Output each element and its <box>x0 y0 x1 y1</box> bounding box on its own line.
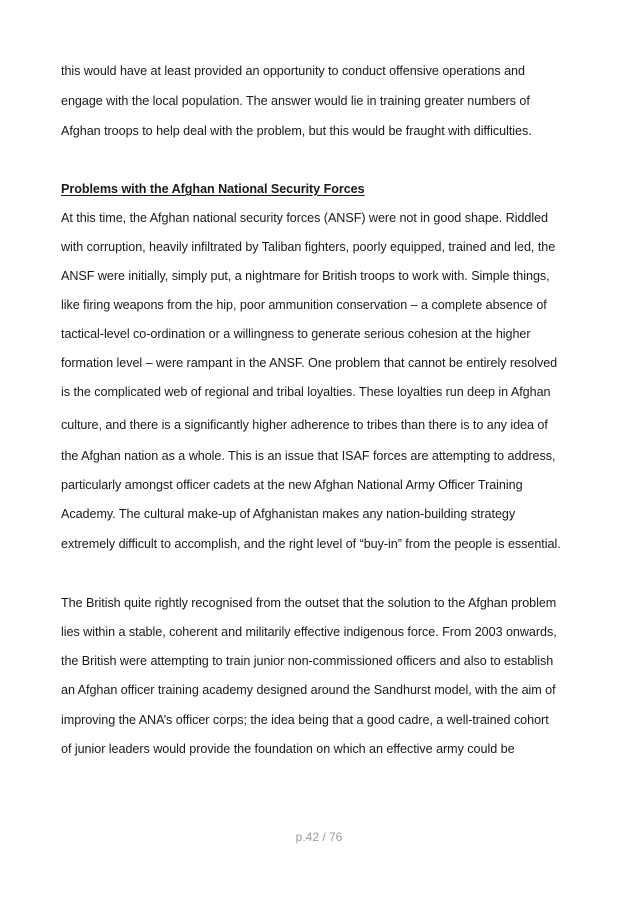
text-line: tactical-level co-ordination or a willingness to generate serious cohesion at the higher <box>61 327 531 341</box>
text-line: like firing weapons from the hip, poor ammunition conservation – a complete absence of <box>61 298 547 312</box>
text-line: engage with the local population. The answer would lie in training greater numbers of <box>61 94 530 108</box>
text-line: is the complicated web of regional and tribal loyalties. These loyalties run deep in Afghan <box>61 385 551 399</box>
text-line: Academy. The cultural make-up of Afghanistan makes any nation-building strategy <box>61 507 516 521</box>
text-line: The British quite rightly recognised from the outset that the solution to the Afghan problem <box>61 596 557 610</box>
text-line: the British were attempting to train junior non-commissioned officers and also to establish <box>61 654 554 668</box>
text-line: Afghan troops to help deal with the problem, but this would be fraught with difficulties. <box>61 124 532 138</box>
text-line: with corruption, heavily infiltrated by Taliban fighters, poorly equipped, trained and led, the <box>61 240 556 254</box>
section-heading: Problems with the Afghan National Security Forces <box>61 182 365 196</box>
text-line: lies within a stable, coherent and militarily effective indigenous force. From 2003 onwards, <box>61 625 557 639</box>
text-line: improving the ANA’s officer corps; the idea being that a good cadre, a well-trained cohort <box>61 713 549 727</box>
page-number: p.42 / 76 <box>295 830 343 844</box>
text-line: extremely difficult to accomplish, and the right level of “buy-in” from the people is essential. <box>61 537 561 551</box>
text-line: this would have at least provided an opportunity to conduct offensive operations and <box>61 64 525 78</box>
text-line: an Afghan officer training academy designed around the Sandhurst model, with the aim of <box>61 683 556 697</box>
text-line: the Afghan nation as a whole. This is an issue that ISAF forces are attempting to address, <box>61 449 556 463</box>
text-line: particularly amongst officer cadets at the new Afghan National Army Officer Training <box>61 478 523 492</box>
text-line: ANSF were initially, simply put, a nightmare for British troops to work with. Simple things, <box>61 269 550 283</box>
text-line: culture, and there is a significantly higher adherence to tribes than there is to any idea of <box>61 418 548 432</box>
text-line: At this time, the Afghan national security forces (ANSF) were not in good shape. Riddled <box>61 211 549 225</box>
text-line: of junior leaders would provide the foundation on which an effective army could be <box>61 742 515 756</box>
text-line: formation level – were rampant in the ANSF. One problem that cannot be entirely resolved <box>61 356 558 370</box>
